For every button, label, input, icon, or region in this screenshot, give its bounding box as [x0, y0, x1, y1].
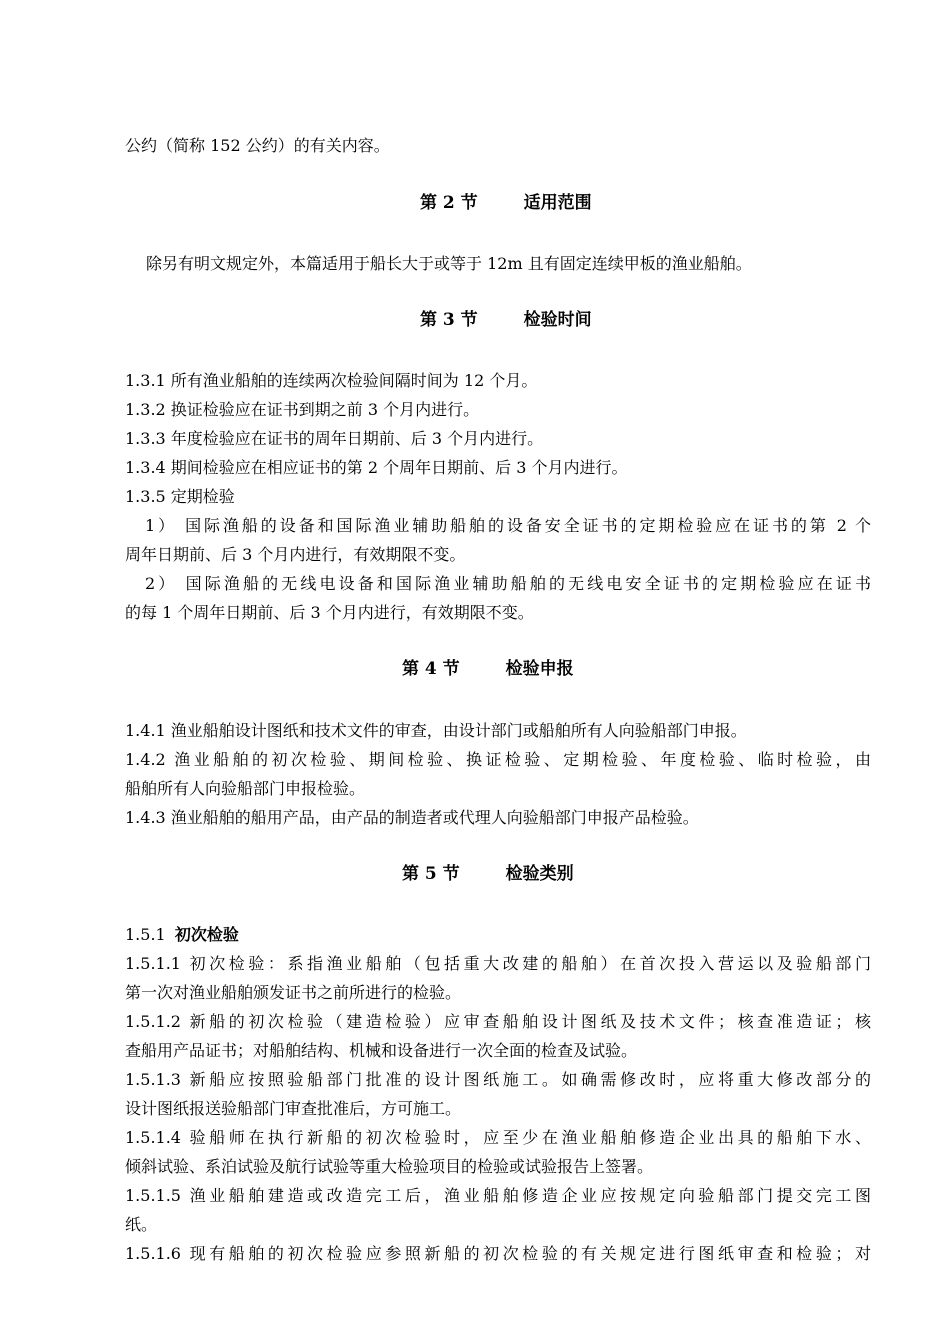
intro-continuation: 公约（简称 152 公约）的有关内容。	[125, 136, 390, 155]
clause-1-5-1-3-line-1: 1.5.1.3 新船应按照验船部门批准的设计图纸施工。如确需修改时，应将重大修改部分的	[125, 1070, 871, 1089]
section-2-number: 第 2 节	[420, 193, 478, 213]
clause-1-5-1-1-line-1: 1.5.1.1 初次检验：系指渔业船舶（包括重大改建的船舶）在首次投入营运以及验船部门	[125, 954, 871, 973]
clause-1-3-5-item-1-line-1: 1） 国际渔船的设备和国际渔业辅助船舶的设备安全证书的定期检验应在证书的第 2 个	[145, 516, 871, 535]
clause-1-5-1-4-line-2: 倾斜试验、系泊试验及航行试验等重大检验项目的检验或试验报告上签署。	[125, 1157, 654, 1176]
clause-1-3-5-item-2-line-2: 的每 1 个周年日期前、后 3 个月内进行，有效期限不变。	[125, 603, 534, 622]
clause-1-3-2: 1.3.2 换证检验应在证书到期之前 3 个月内进行。	[125, 400, 480, 419]
section-4-number: 第 4 节	[402, 659, 460, 679]
clause-1-5-1-2-line-1: 1.5.1.2 新船的初次检验（建造检验）应审查船舶设计图纸及技术文件；核查准造证；核	[125, 1012, 871, 1031]
clause-1-3-3: 1.3.3 年度检验应在证书的周年日期前、后 3 个月内进行。	[125, 429, 544, 448]
section-5-number: 第 5 节	[402, 864, 460, 884]
clause-1-5-1-6-line-1: 1.5.1.6 现有船舶的初次检验应参照新船的初次检验的有关规定进行图纸审查和检验；对	[125, 1244, 871, 1263]
clause-1-3-4: 1.3.4 期间检验应在相应证书的第 2 个周年日期前、后 3 个月内进行。	[125, 458, 628, 477]
clause-1-4-3: 1.4.3 渔业船舶的船用产品，由产品的制造者或代理人向验船部门申报产品检验。	[125, 808, 699, 827]
clause-1-4-2-line-1: 1.4.2 渔业船舶的初次检验、期间检验、换证检验、定期检验、年度检验、临时检验，由	[125, 750, 871, 769]
section-3-number: 第 3 节	[420, 310, 478, 330]
clause-1-5-1-5-line-2: 纸。	[125, 1215, 158, 1234]
subsection-1-5-1-title: 初次检验	[174, 925, 239, 944]
clause-1-3-1: 1.3.1 所有渔业船舶的连续两次检验间隔时间为 12 个月。	[125, 371, 538, 390]
section-5-title: 检验类别	[505, 864, 574, 884]
clause-1-3-5-item-2-line-1: 2） 国际渔船的无线电设备和国际渔业辅助船舶的无线电安全证书的定期检验应在证书	[145, 574, 871, 593]
section-3-title: 检验时间	[523, 310, 592, 330]
clause-1-5-1-4-line-1: 1.5.1.4 验船师在执行新船的初次检验时，应至少在渔业船舶修造企业出具的船舶下水、	[125, 1128, 871, 1147]
clause-1-5-1-5-line-1: 1.5.1.5 渔业船舶建造或改造完工后，渔业船舶修造企业应按规定向验船部门提交完工图	[125, 1186, 871, 1205]
section-4-title: 检验申报	[505, 659, 574, 679]
clause-1-5-1-2-line-2: 查船用产品证书；对船舶结构、机械和设备进行一次全面的检查及试验。	[125, 1041, 638, 1060]
subsection-1-5-1-number: 1.5.1	[125, 925, 166, 944]
clause-1-4-2-line-2: 船舶所有人向验船部门申报检验。	[125, 779, 366, 798]
section-4-heading	[402, 658, 574, 680]
section-2-title: 适用范围	[523, 193, 592, 213]
clause-1-4-1: 1.4.1 渔业船舶设计图纸和技术文件的审查，由设计部门或船舶所有人向验船部门申报。	[125, 721, 747, 740]
section-2-heading	[420, 192, 592, 214]
section-2-paragraph: 除另有明文规定外，本篇适用于船长大于或等于 12m 且有固定连续甲板的渔业船舶。	[146, 254, 752, 273]
clause-1-5-1-1-line-2: 第一次对渔业船舶颁发证书之前所进行的检验。	[125, 983, 462, 1002]
clause-1-5-1-3-line-2: 设计图纸报送验船部门审查批准后，方可施工。	[125, 1099, 462, 1118]
subsection-1-5-1	[125, 925, 871, 945]
clause-1-3-5: 1.3.5 定期检验	[125, 487, 235, 506]
section-3-heading	[420, 309, 592, 331]
clause-1-3-5-item-1-line-2: 周年日期前、后 3 个月内进行，有效期限不变。	[125, 545, 466, 564]
section-5-heading	[402, 863, 574, 885]
